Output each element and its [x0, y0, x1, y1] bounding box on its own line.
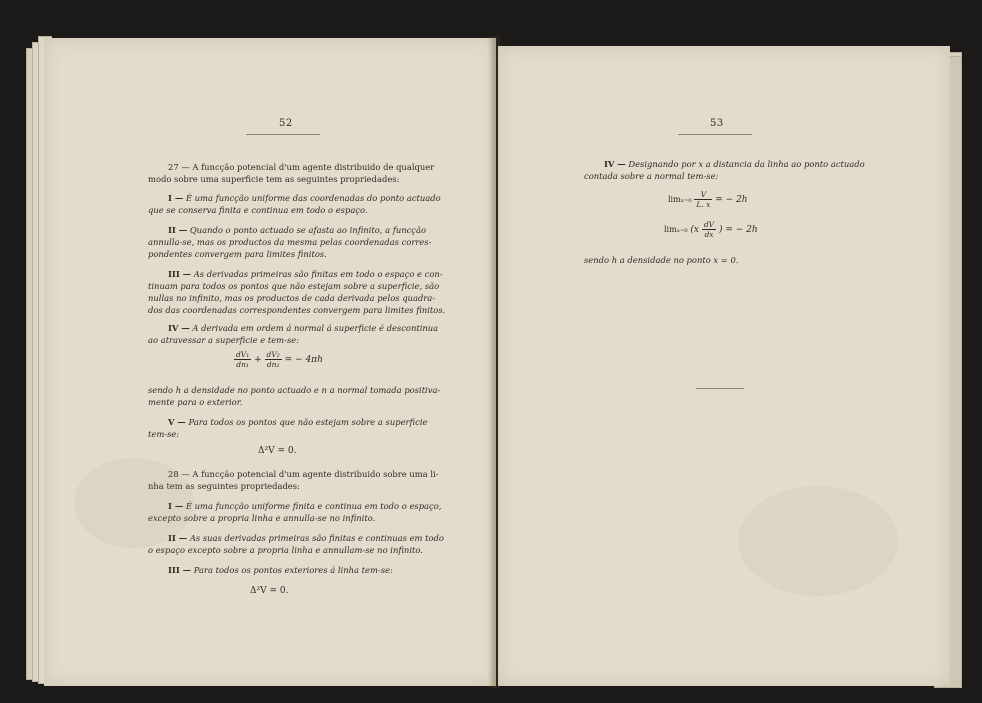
close-paren: ) [718, 225, 723, 235]
item-iv-line: contada sobre a normal tem-se: [584, 171, 719, 181]
item-iii-line: tinuam para todos os pontos que não estejam sobre a superficie, são [148, 281, 440, 291]
paragraph-27-line: 27 — A funcção potencial d'um agente distribuido de qualquer [168, 162, 435, 172]
fraction-dv-dx: $\frac{dV}{dx}$ [703, 220, 715, 239]
paragraph-28-line: nha tem as seguintes propriedades: [148, 481, 300, 491]
item-i-number: I — [168, 193, 184, 203]
paragraph-28-line: 28 — A funcção potencial d'um agente distribuido sobre uma li- [168, 469, 439, 479]
item-iv-text: A derivada em ordem á normal á superficie é descontinua [192, 323, 439, 333]
item-ii-number: II — [168, 225, 188, 235]
item-i-line: que se conserva finita e continua em todo o espaço. [148, 205, 368, 215]
item-ii-line: o espaço excepto sobre a propria linha e annullam-se no infinito. [148, 545, 423, 555]
left-page [44, 38, 496, 686]
item-i-text: É uma funcção uniforme das coordenadas do ponto actuado [185, 193, 441, 203]
item-i-line: excepto sobre a propria linha e annulla-se no infinito. [148, 513, 376, 523]
item-iii-text: Para todos os pontos exteriores á linha tem-se: [193, 565, 393, 575]
fraction-dv1-dn1: $\frac{\text{dV₁}}{\text{dn₁}}$ [236, 350, 250, 369]
item-iv-after-line: mente para o exterior. [148, 397, 243, 407]
item-i-number: I — [168, 501, 184, 511]
item-i-line [168, 500, 441, 513]
item-iii-line: nullas no infinito, mas os productos de cada derivada pelos quadra- [148, 293, 436, 303]
paragraph-27-line: modo sobre uma superficie tem as seguintes propriedades: [148, 174, 400, 184]
item-ii-number: II — [168, 533, 188, 543]
equation-laplace: Δ²V = 0. [258, 446, 297, 456]
fraction-dv2-dn2: $\frac{\text{dV₂}}{\text{dn₂}}$ [266, 350, 280, 369]
limit-operator: limₓ₌₀ [664, 225, 688, 234]
item-iii-line [168, 268, 443, 281]
item-iv-line [604, 158, 865, 171]
item-iv-line: ao atravessar a superficie e tem-se: [148, 335, 300, 345]
equation-rhs: = − 2h [715, 195, 748, 205]
paper-stain [74, 458, 194, 548]
item-v-line: tem-se: [148, 429, 180, 439]
item-iv-number: IV — [168, 323, 190, 333]
item-iii-text: As derivadas primeiras são finitas em todo o espaço e con- [193, 269, 443, 279]
item-i-line [168, 192, 441, 205]
paper-stain [738, 486, 898, 596]
item-ii-line [168, 532, 444, 545]
item-iii-line [168, 564, 393, 577]
item-v-line [168, 416, 427, 429]
equation-rhs: = − 2h [725, 225, 758, 235]
item-ii-line: annulla-se, mas os productos da mesma pelas coordenadas corres- [148, 237, 432, 247]
item-iii-line: dos das coordenadas correspondentes convergem para limites finitos. [148, 305, 446, 315]
equation-laplace: Δ²V = 0. [250, 586, 289, 596]
item-iv-number: IV — [604, 159, 626, 169]
item-i-text: É uma funcção uniforme finita e continua em todo o espaço, [185, 501, 442, 511]
equation-limit-log [668, 190, 748, 209]
page-number: 53 [710, 118, 724, 129]
equation-limit-derivative [664, 220, 758, 239]
equation-normal-derivative [234, 350, 323, 369]
item-iv-text: Designando por x a distancia da linha ao ponto actuado [628, 159, 865, 169]
fraction-v-over-lx: $\frac{V}{L. x}$ [696, 190, 711, 209]
limit-operator: limₓ₌₀ [668, 195, 692, 204]
item-ii-text: Quando o ponto actuado se afasta ao infinito, a funcção [189, 225, 427, 235]
item-v-text: Para todos os pontos que não estejam sobre a superficie [188, 417, 428, 427]
equation-rhs: = − 4πh [284, 355, 323, 365]
plus-sign: + [254, 355, 262, 365]
item-v-number: V — [168, 417, 186, 427]
open-paren: (x [690, 225, 699, 235]
right-page [498, 46, 950, 686]
header-rule [678, 134, 752, 135]
item-iii-number: III — [168, 565, 192, 575]
item-iii-number: III — [168, 269, 192, 279]
item-iv-after-line: sendo h a densidade no ponto actuado e n a normal tomada positiva- [148, 385, 441, 395]
item-iv-line [168, 322, 438, 335]
item-ii-text: As suas derivadas primeiras são finitas e continuas em todo [189, 533, 444, 543]
header-rule [246, 134, 320, 135]
item-ii-line [168, 224, 426, 237]
page-number: 52 [279, 118, 293, 129]
item-ii-line: pondentes convergem para limites finitos. [148, 249, 327, 259]
item-iv-after-line: sendo h a densidade no ponto x = 0. [584, 255, 739, 265]
end-rule [696, 388, 744, 389]
